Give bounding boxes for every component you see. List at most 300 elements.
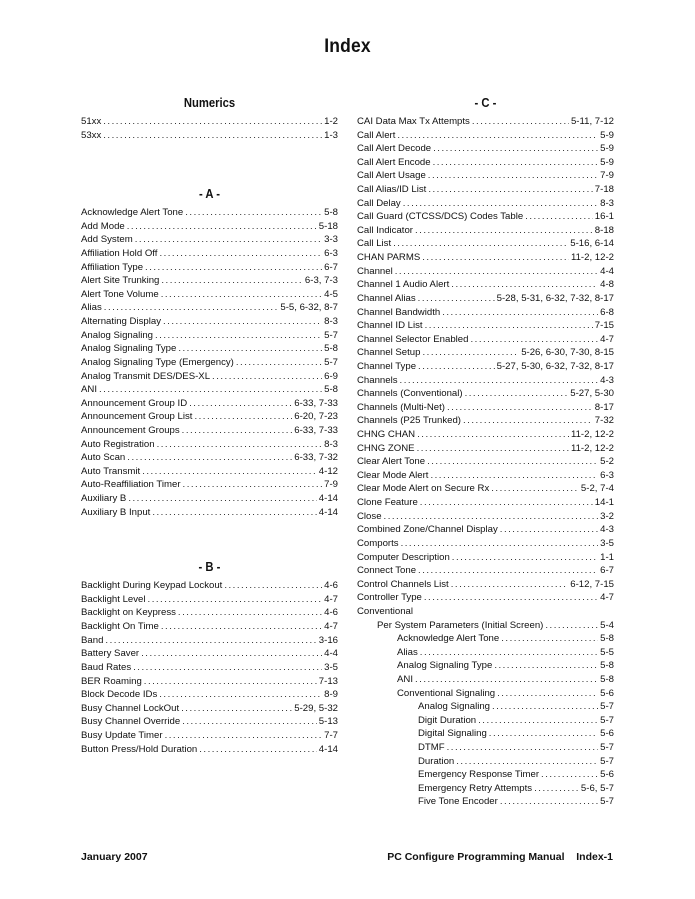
dot-leader (422, 346, 519, 360)
index-page-ref: 5-7 (600, 742, 614, 754)
index-term: Clone Feature (357, 497, 418, 509)
dot-leader (400, 374, 599, 388)
index-page-ref: 4-7 (324, 593, 338, 605)
index-term: Affiliation Type (81, 261, 144, 273)
index-term: Alert Tone Volume (81, 288, 159, 300)
dot-leader (417, 428, 569, 442)
index-page-ref: 7-9 (324, 479, 338, 491)
index-page-ref: 8-3 (600, 197, 614, 209)
index-page-ref: 11-2, 12-2 (570, 252, 614, 264)
index-page-ref: 5-2 (600, 456, 614, 468)
index-entry (81, 478, 338, 492)
index-entry (81, 451, 338, 465)
index-page-ref: 7-18 (594, 184, 614, 196)
index-entry (81, 715, 338, 729)
dot-leader (103, 129, 322, 143)
dot-leader (415, 673, 598, 687)
index-term: Call Guard (CTCSS/DCS) Codes Table (357, 211, 524, 223)
index-term: Backlight During Keypad Lockout (81, 580, 223, 592)
index-term: Digit Duration (418, 714, 477, 726)
index-term: Clear Mode Alert on Secure Rx (357, 483, 490, 495)
index-page-ref: 5-8 (600, 673, 614, 685)
index-page-ref: 1-1 (600, 551, 614, 563)
index-term: Alias (81, 302, 102, 314)
dot-leader (433, 156, 599, 170)
index-entry (81, 220, 338, 234)
section-heading-numerics: Numerics (183, 96, 236, 110)
index-entry (357, 564, 614, 578)
index-term: Backlight on Keypress (81, 607, 176, 619)
index-entry (81, 206, 338, 220)
dot-leader (427, 455, 598, 469)
index-term: Channel Bandwidth (357, 306, 441, 318)
dot-leader (501, 632, 598, 646)
index-page-ref: 5-27, 5-30, 6-32, 7-32, 8-17 (496, 360, 614, 372)
index-entry (357, 795, 614, 809)
index-entry (81, 743, 338, 757)
index-page-ref: 4-14 (318, 506, 338, 518)
dot-leader (456, 755, 598, 769)
c-list (357, 115, 614, 605)
index-entry (81, 647, 338, 661)
index-page-ref: 4-4 (324, 648, 338, 660)
dot-leader (418, 564, 598, 578)
index-term: Clear Mode Alert (357, 469, 429, 481)
index-term: Digital Signaling (418, 728, 487, 740)
dot-leader (417, 442, 569, 456)
index-page-ref: 14-1 (594, 497, 614, 509)
index-term: CAI Data Max Tx Attempts (357, 116, 470, 127)
index-page-ref: 6-8 (600, 306, 614, 318)
dot-leader (451, 578, 569, 592)
index-page-ref: 4-8 (600, 279, 614, 291)
index-entry (357, 156, 614, 170)
index-entry (357, 346, 614, 360)
index-page-ref: 5-9 (600, 129, 614, 141)
dot-leader (185, 206, 322, 220)
dot-leader (463, 414, 593, 428)
index-page-ref: 11-2, 12-2 (570, 429, 614, 441)
dot-leader (491, 482, 579, 496)
index-page-ref: 4-7 (324, 621, 338, 633)
index-page-ref: 6-7 (600, 565, 614, 577)
index-term: Battery Saver (81, 648, 140, 660)
dot-leader (236, 356, 322, 370)
index-entry (357, 374, 614, 388)
dot-leader (393, 237, 568, 251)
dot-leader (442, 306, 598, 320)
index-page-ref: 4-7 (600, 333, 614, 345)
index-term: Auxiliary B (81, 493, 127, 505)
index-page-ref: 5-16, 6-14 (570, 238, 614, 250)
index-entry (81, 115, 338, 129)
index-term: CHNG CHAN (357, 429, 416, 441)
index-term: Control Channels List (357, 578, 449, 590)
index-entry (357, 428, 614, 442)
dot-leader (500, 795, 598, 809)
dot-leader (541, 768, 598, 782)
index-entry (357, 551, 614, 565)
index-page-ref: 11-2, 12-2 (570, 442, 614, 454)
index-entry (81, 661, 338, 675)
section-heading-a: - A - (198, 187, 221, 202)
index-page-ref: 5-8 (600, 633, 614, 645)
dot-leader (545, 619, 598, 633)
dot-leader (428, 169, 598, 183)
index-page-ref: 6-33, 7-32 (294, 452, 338, 464)
index-page-ref: 5-7 (600, 714, 614, 726)
dot-leader (489, 727, 598, 741)
index-term: Alias (397, 646, 418, 658)
index-entry (81, 606, 338, 620)
dot-leader (127, 451, 292, 465)
dot-leader (155, 329, 322, 343)
section-heading-b: - B - (198, 560, 221, 575)
index-page-ref: 5-5 (600, 646, 614, 658)
index-page-ref: 5-13 (318, 716, 338, 728)
index-term: Analog Signaling (418, 701, 491, 713)
dot-leader (141, 647, 322, 661)
index-page-ref: 5-6 (600, 728, 614, 740)
index-entry (357, 591, 614, 605)
index-entry (357, 700, 614, 714)
index-entry (81, 329, 338, 343)
index-term: Channel Type (357, 360, 417, 372)
index-page-ref: 6-3, 7-3 (304, 275, 338, 287)
index-entry (357, 319, 614, 333)
index-entry (357, 646, 614, 660)
footer-manual-page: PC Configure Programming Manual Index-1 (387, 851, 613, 863)
index-term: Announcement Group ID (81, 397, 188, 409)
index-term: Channel Alias (357, 292, 416, 304)
index-page-ref: 7-9 (600, 170, 614, 182)
index-entry (81, 301, 338, 315)
index-term: Block Decode IDs (81, 689, 158, 701)
index-entry (357, 129, 614, 143)
index-term: Emergency Retry Attempts (418, 782, 533, 794)
dot-leader (403, 197, 598, 211)
index-page-ref: 5-7 (324, 356, 338, 368)
index-entry (81, 620, 338, 634)
index-page-ref: 5-6 (600, 769, 614, 781)
dot-leader (178, 342, 322, 356)
index-term: Channel 1 Audio Alert (357, 279, 450, 291)
index-term: 51xx (81, 116, 102, 127)
dot-leader (182, 424, 293, 438)
index-entry (81, 383, 338, 397)
index-page-ref: 7-32 (594, 415, 614, 427)
dot-leader (422, 251, 569, 265)
b-list (81, 579, 338, 756)
index-entry (357, 115, 614, 129)
dot-leader (492, 700, 598, 714)
dot-leader (159, 247, 322, 261)
index-entry (357, 714, 614, 728)
dot-leader (447, 401, 593, 415)
dot-leader (148, 593, 323, 607)
index-term: Auto Transmit (81, 465, 141, 477)
index-page-ref: 8-17 (594, 401, 614, 413)
index-entry (81, 593, 338, 607)
index-term: Call Alert Encode (357, 156, 431, 168)
dot-leader (142, 465, 317, 479)
index-page-ref: 1-2 (324, 116, 338, 127)
index-term: Conventional Signaling (397, 687, 496, 699)
index-term: Channel (357, 265, 393, 277)
index-term: Call List (357, 238, 392, 250)
index-page-ref: 5-26, 6-30, 7-30, 8-15 (521, 347, 614, 359)
right-column (357, 95, 614, 809)
index-entry (357, 265, 614, 279)
index-entry (357, 619, 614, 633)
dot-leader (104, 301, 279, 315)
index-page-ref: 6-33, 7-33 (294, 424, 338, 436)
index-entry (81, 492, 338, 506)
index-page-ref: 8-18 (594, 224, 614, 236)
dot-leader (212, 370, 322, 384)
index-entry (357, 333, 614, 347)
index-term: Alternating Display (81, 316, 161, 328)
index-term: Acknowledge Alert Tone (81, 207, 184, 219)
dot-leader (182, 715, 317, 729)
index-page-ref: 5-7 (600, 755, 614, 767)
index-page-ref: 5-28, 5-31, 6-32, 7-32, 8-17 (496, 292, 614, 304)
index-page-ref: 5-8 (324, 343, 338, 355)
index-term: Call Alert (357, 129, 396, 141)
index-term: Duration (418, 755, 455, 767)
index-entry (81, 438, 338, 452)
dot-leader (415, 224, 593, 238)
dot-leader (161, 274, 303, 288)
index-entry (357, 278, 614, 292)
dot-leader (159, 688, 322, 702)
dot-leader (181, 702, 292, 716)
dot-leader (534, 782, 579, 796)
index-term: Close (357, 510, 382, 522)
index-entry (357, 224, 614, 238)
a-list (81, 206, 338, 519)
index-term: Channels (Multi-Net) (357, 401, 445, 413)
index-page-ref: 6-7 (324, 261, 338, 273)
index-term: Clear Alert Tone (357, 456, 426, 468)
index-page-ref: 7-15 (594, 320, 614, 332)
index-page-ref: 5-2, 7-4 (580, 483, 614, 495)
index-page-ref: 3-2 (600, 510, 614, 522)
index-entry (357, 210, 614, 224)
index-term: Button Press/Hold Duration (81, 743, 198, 755)
index-page-ref: 6-9 (324, 370, 338, 382)
index-term: Acknowledge Alert Tone (397, 633, 500, 645)
index-entry (357, 659, 614, 673)
index-entry (357, 673, 614, 687)
index-page-ref: 5-6 (600, 687, 614, 699)
index-term: Affiliation Hold Off (81, 248, 158, 260)
index-term: Call Indicator (357, 224, 413, 236)
index-term: Analog Signaling Type (Emergency) (81, 356, 234, 368)
index-term: Backlight On Time (81, 621, 159, 633)
dot-leader (428, 183, 592, 197)
dot-leader (494, 659, 598, 673)
index-term: Alert Site Trunking (81, 275, 160, 287)
index-entry (357, 142, 614, 156)
dot-leader (103, 115, 322, 129)
dot-leader (99, 383, 322, 397)
dot-leader (157, 438, 323, 452)
dot-leader (397, 129, 598, 143)
index-entry (357, 401, 614, 415)
numerics-list (81, 115, 338, 142)
index-page-ref: 6-3 (324, 248, 338, 260)
dot-leader (418, 292, 495, 306)
index-page-ref: 5-6, 5-7 (580, 782, 614, 794)
dot-leader (420, 646, 598, 660)
index-page-ref: 5-9 (600, 156, 614, 168)
dot-leader (224, 579, 322, 593)
index-page-ref: 3-16 (318, 634, 338, 646)
index-term: Channels (P25 Trunked) (357, 415, 461, 427)
index-page-ref: 8-3 (324, 316, 338, 328)
index-entry (81, 247, 338, 261)
index-page-ref: 6-20, 7-23 (294, 411, 338, 423)
index-term: Channel Selector Enabled (357, 333, 469, 345)
index-term: Channel Setup (357, 347, 421, 359)
index-entry (357, 741, 614, 755)
index-term: Auxiliary B Input (81, 506, 151, 518)
index-term: ANI (397, 673, 413, 685)
dot-leader (451, 278, 598, 292)
index-term: Call Alert Usage (357, 170, 426, 182)
index-term: Band (81, 634, 104, 646)
dot-leader (194, 410, 292, 424)
index-term: Comports (357, 537, 399, 549)
index-page-ref: 5-4 (600, 619, 614, 631)
index-entry (357, 482, 614, 496)
index-page-ref: 1-3 (324, 129, 338, 141)
dot-leader (152, 506, 316, 520)
dot-leader (472, 115, 569, 129)
index-term: 53xx (81, 129, 102, 141)
dot-leader (430, 469, 598, 483)
index-term: CHAN PARMS (357, 252, 421, 264)
index-term: Controller Type (357, 592, 422, 604)
index-term: Baud Rates (81, 661, 132, 673)
index-entry (81, 579, 338, 593)
index-entry (357, 183, 614, 197)
index-term: Analog Signaling Type (397, 660, 493, 672)
index-entry (357, 578, 614, 592)
index-term: Connect Tone (357, 565, 417, 577)
index-page-ref: 5-7 (600, 796, 614, 808)
index-entry (357, 768, 614, 782)
index-term: ANI (81, 384, 97, 396)
index-entry (357, 306, 614, 320)
dot-leader (470, 333, 598, 347)
index-term: BER Roaming (81, 675, 142, 687)
index-page-ref: 5-18 (318, 220, 338, 232)
dot-leader (525, 210, 593, 224)
dot-leader (433, 142, 598, 156)
index-term: Announcement Groups (81, 424, 180, 436)
index-entry (81, 424, 338, 438)
index-term: Add Mode (81, 220, 125, 232)
dot-leader (178, 606, 322, 620)
index-entry (357, 251, 614, 265)
dot-leader (105, 634, 316, 648)
index-term: Channels (Conventional) (357, 388, 463, 400)
dot-leader (128, 492, 316, 506)
index-page-ref: 16-1 (594, 211, 614, 223)
index-entry (357, 414, 614, 428)
dot-leader (465, 387, 569, 401)
index-entry (81, 356, 338, 370)
index-page-ref: 5-27, 5-30 (570, 388, 614, 400)
index-term: Combined Zone/Channel Display (357, 524, 498, 536)
index-page-ref: 5-9 (600, 143, 614, 155)
index-entry (81, 688, 338, 702)
index-page-ref: 5-7 (324, 329, 338, 341)
index-entry (81, 729, 338, 743)
index-entry (357, 387, 614, 401)
index-entry (81, 342, 338, 356)
index-entry (81, 675, 338, 689)
index-term: Add System (81, 234, 133, 246)
index-term: Auto Registration (81, 438, 155, 450)
index-entry (357, 523, 614, 537)
index-page-ref: 5-8 (324, 384, 338, 396)
index-term: CHNG ZONE (357, 442, 415, 454)
index-entry (357, 632, 614, 646)
index-entry (81, 465, 338, 479)
index-page-ref: 6-12, 7-15 (570, 578, 614, 590)
index-entry (81, 506, 338, 520)
index-page-ref: 4-12 (318, 465, 338, 477)
index-term: Backlight Level (81, 593, 146, 605)
index-entry (81, 261, 338, 275)
index-entry (81, 129, 338, 143)
index-page-ref: 6-33, 7-33 (294, 397, 338, 409)
dot-leader (478, 714, 598, 728)
conventional-sub-list (357, 619, 614, 810)
index-page-ref: 4-14 (318, 743, 338, 755)
index-term: Auto Scan (81, 452, 126, 464)
dot-leader (163, 315, 322, 329)
index-term: Five Tone Encoder (418, 796, 498, 808)
index-page-ref: 7-13 (318, 675, 338, 687)
dot-leader (497, 687, 598, 701)
index-entry (357, 455, 614, 469)
left-column (81, 95, 338, 756)
index-page-ref: 5-11, 7-12 (570, 116, 614, 127)
dot-leader (135, 233, 322, 247)
index-page-ref: 4-3 (600, 374, 614, 386)
dot-leader (395, 265, 598, 279)
index-entry (81, 370, 338, 384)
page-title: Index (324, 36, 371, 57)
dot-leader (420, 496, 593, 510)
index-term: Per System Parameters (Initial Screen) (377, 619, 544, 631)
dot-leader (189, 397, 292, 411)
dot-leader (401, 537, 599, 551)
index-page-ref: 5-8 (600, 660, 614, 672)
footer-date: January 2007 (81, 851, 148, 863)
dot-leader (424, 591, 598, 605)
dot-leader (199, 743, 317, 757)
index-term: Analog Transmit DES/DES-XL (81, 370, 211, 382)
index-entry (357, 537, 614, 551)
index-page-ref: 3-5 (324, 661, 338, 673)
dot-leader (144, 675, 317, 689)
index-page-ref: 8-9 (324, 689, 338, 701)
